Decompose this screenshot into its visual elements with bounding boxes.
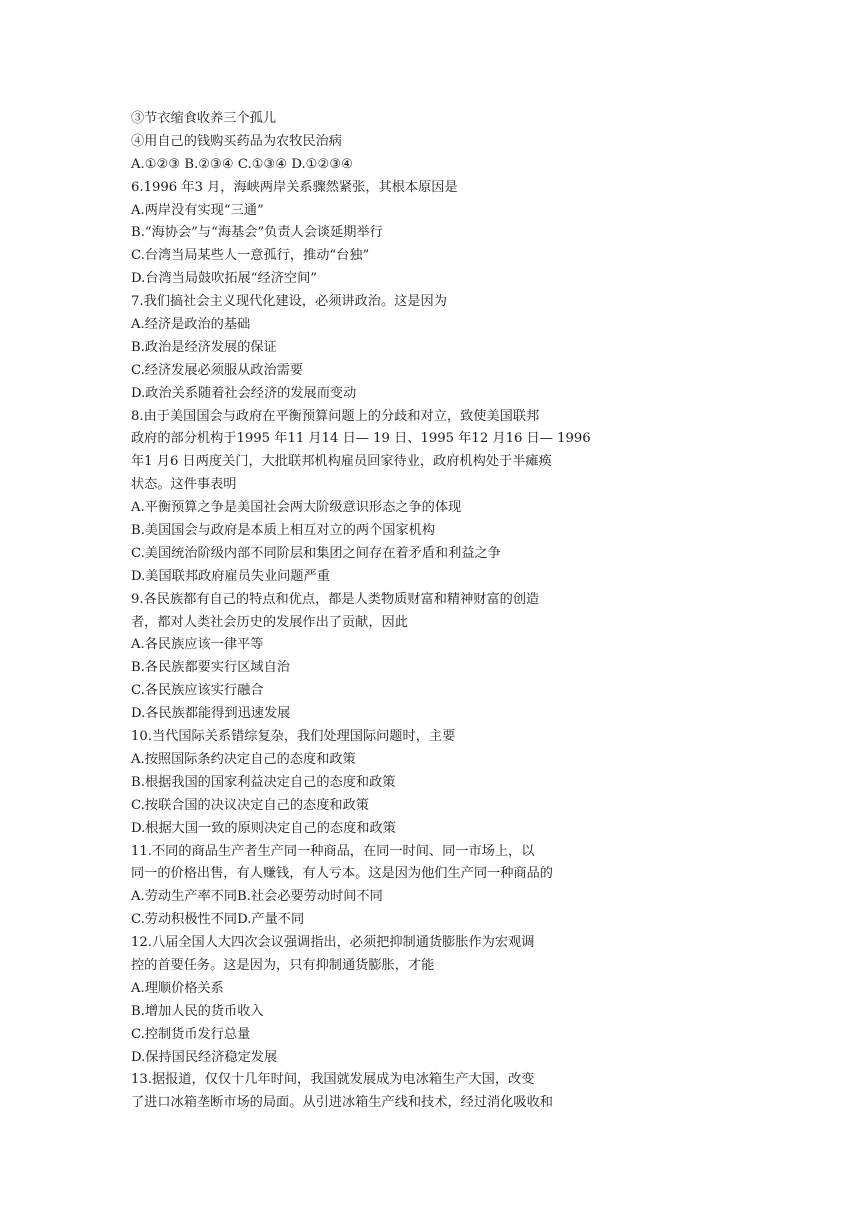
- option-line: B.增加人民的货币收入: [131, 1003, 264, 1019]
- option-line: C.按联合国的决议决定自己的态度和政策: [131, 797, 369, 813]
- option-line: C.各民族应该实行融合: [131, 683, 264, 699]
- document-body: [131, 108, 691, 1115]
- text-line: 控的首要任务。这是因为，只有抑制通货膨胀，才能: [131, 957, 435, 973]
- question-12: 12.八届全国人大四次会议强调指出，必须把抑制通货膨胀作为宏观调: [131, 935, 535, 951]
- option-line: A.平衡预算之争是美国社会两大阶级意识形态之争的体现: [131, 500, 462, 516]
- question-11: 11.不同的商品生产者生产同一种商品，在同一时间、同一市场上，以: [131, 843, 535, 859]
- question-10: 10.当代国际关系错综复杂，我们处理国际问题时，主要: [131, 729, 456, 745]
- question-13: 13.据报道，仅仅十几年时间，我国就发展成为电冰箱生产大国，改变: [131, 1072, 535, 1088]
- question-7: 7.我们搞社会主义现代化建设，必须讲政治。这是因为: [131, 294, 447, 310]
- text-line: 政府的部分机构于1995 年11 月14 日— 19 日、1995 年12 月16 日— 1996: [131, 431, 591, 447]
- question-9: 9.各民族都有自己的特点和优点，都是人类物质财富和精神财富的创造: [131, 591, 540, 607]
- option-line: A.按照国际条约决定自己的态度和政策: [131, 751, 356, 767]
- text-line: 同一的价格出售，有人赚钱，有人亏本。这是因为他们生产同一种商品的: [131, 866, 553, 882]
- option-line: D.政治关系随着社会经济的发展而变动: [131, 385, 357, 401]
- question-6: 6.1996 年3 月，海峡两岸关系骤然紧张，其根本原因是: [131, 179, 458, 195]
- option-line: C.控制货币发行总量: [131, 1026, 251, 1042]
- text-line: ④用自己的钱购买药品为农牧民治病: [131, 133, 342, 149]
- option-line: C.劳动积极性不同D.产量不同: [131, 912, 305, 928]
- option-line: B.根据我国的国家利益决定自己的态度和政策: [131, 774, 396, 790]
- text-line: 状态。这件事表明: [131, 477, 237, 493]
- option-line: D.根据大国一致的原则决定自己的态度和政策: [131, 820, 396, 836]
- option-line: D.美国联邦政府雇员失业问题严重: [131, 568, 330, 584]
- option-line: A.劳动生产率不同B.社会必要劳动时间不同: [131, 889, 383, 905]
- option-line: A.经济是政治的基础: [131, 317, 251, 333]
- option-line: A.各民族应该一律平等: [131, 637, 264, 653]
- text-line: 者，都对人类社会历史的发展作出了贡献，因此: [131, 614, 408, 630]
- text-line: ③节衣缩食收养三个孤儿: [131, 111, 277, 126]
- question-8: 8.由于美国国会与政府在平衡预算问题上的分歧和对立，致使美国联邦: [131, 408, 540, 424]
- option-line: D.保持国民经济稳定发展: [131, 1049, 278, 1065]
- text-line: 年1 月6 日两度关门，大批联邦机构雇员回家待业，政府机构处于半瘫痪: [131, 454, 552, 470]
- option-line: B.政治是经济发展的保证: [131, 339, 277, 355]
- option-line: B.各民族都要实行区域自治: [131, 660, 290, 676]
- option-line: D.台湾当局鼓吹拓展“经济空间”: [131, 271, 318, 287]
- option-line: B.“海协会”与“海基会”负责人会谈延期举行: [131, 225, 383, 241]
- option-line: D.各民族都能得到迅速发展: [131, 706, 291, 722]
- text-line: 了进口冰箱垄断市场的局面。从引进冰箱生产线和技术，经过消化吸收和: [131, 1095, 553, 1111]
- option-line: C.经济发展必须服从政治需要: [131, 362, 304, 378]
- option-line: C.台湾当局某些人一意孤行，推动“台独”: [131, 248, 370, 264]
- option-line: B.美国国会与政府是本质上相互对立的两个国家机构: [131, 523, 436, 539]
- option-line: C.美国统治阶级内部不同阶层和集团之间存在着矛盾和利益之争: [131, 545, 501, 561]
- option-line: A.两岸没有实现“三通”: [131, 202, 264, 218]
- option-line: A.理顺价格关系: [131, 980, 224, 996]
- text-line: A.①②③ B.②③④ C.①③④ D.①②③④: [131, 156, 353, 172]
